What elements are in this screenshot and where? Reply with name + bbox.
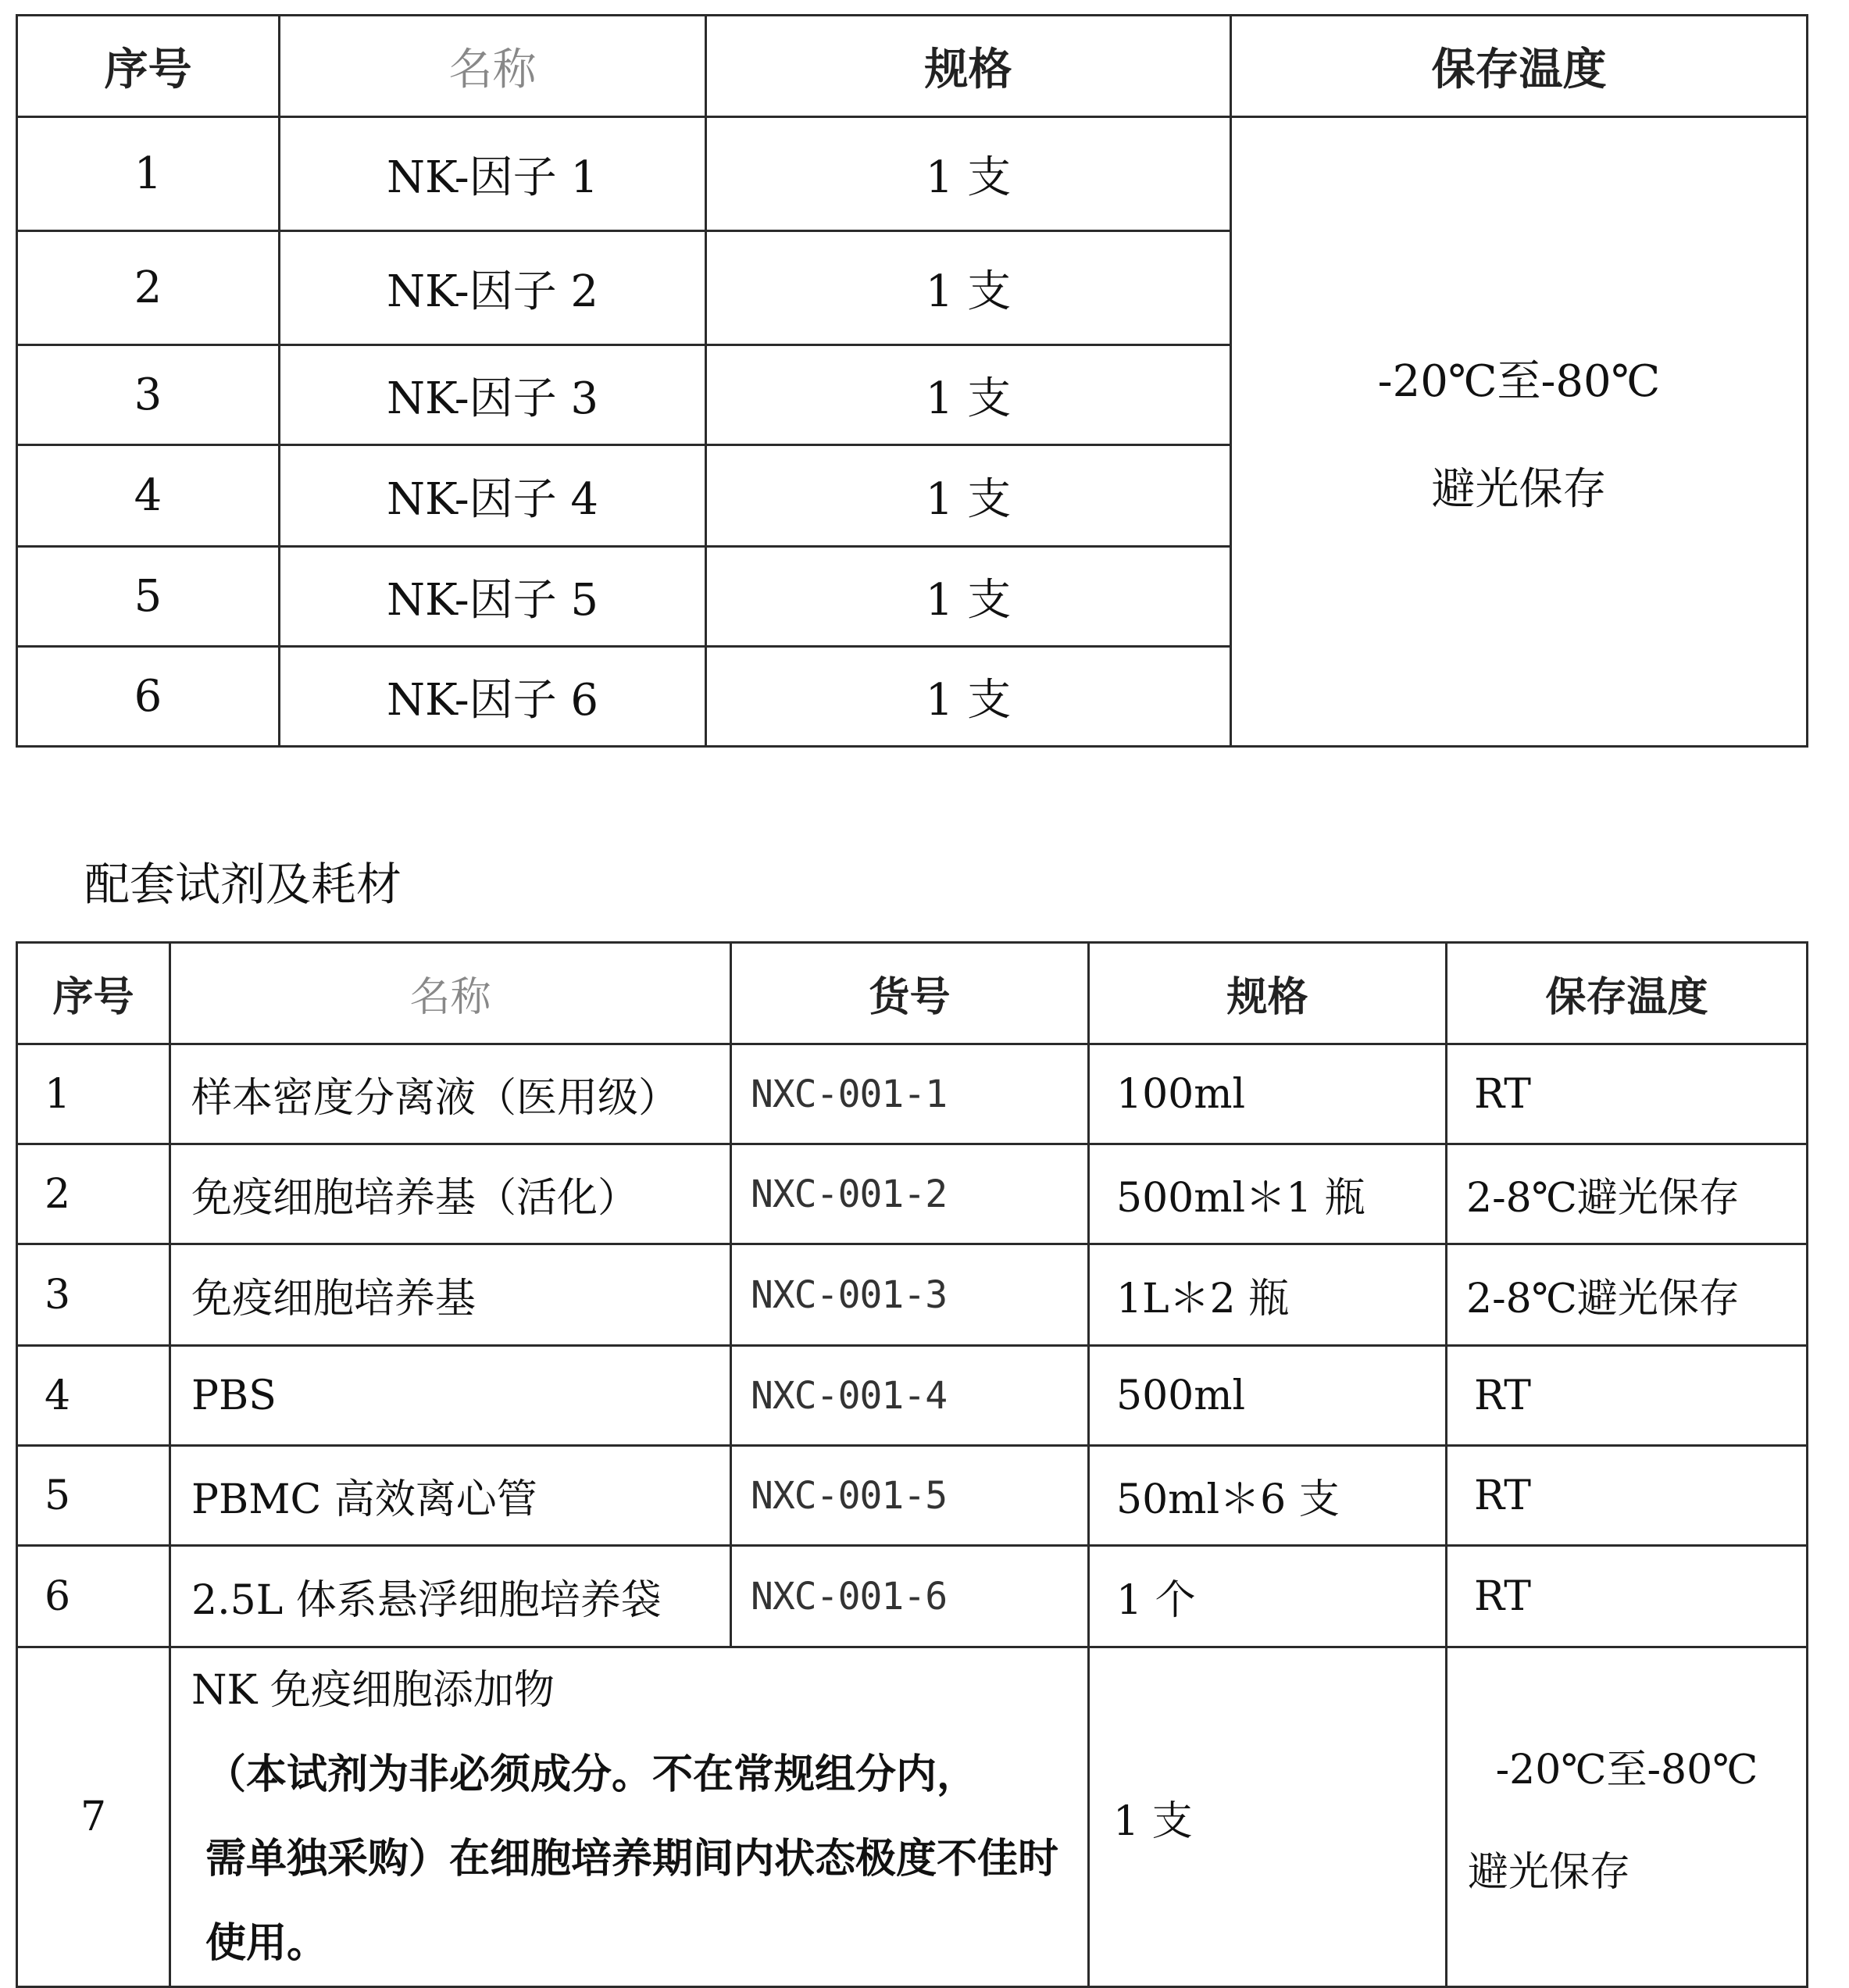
row-code: NXC-001-5	[731, 1446, 1089, 1546]
header-code: 货号	[731, 943, 1089, 1044]
row-name: 样本密度分离液（医用级）	[170, 1044, 731, 1144]
row-index: 5	[17, 1446, 170, 1546]
section-title: 配套试剂及耗材	[84, 858, 402, 911]
row-name: PBS	[170, 1346, 731, 1446]
reagents-table	[16, 941, 1808, 1988]
row-storage: RT	[1447, 1546, 1808, 1647]
header-index: 序号	[17, 943, 170, 1044]
supplement-name: NK 免疫细胞添加物	[191, 1667, 555, 1714]
header-spec: 规格	[1089, 943, 1447, 1044]
table-row	[17, 1346, 1808, 1446]
row-storage: RT	[1447, 1346, 1808, 1446]
header-index: 序号	[17, 16, 280, 117]
row-spec: 1 支	[706, 445, 1231, 547]
row-index: 6	[17, 647, 280, 747]
row-storage: 2-8℃避光保存	[1447, 1244, 1808, 1346]
table-row	[17, 1144, 1808, 1244]
header-spec: 规格	[706, 16, 1231, 117]
row-spec: 1 支	[1089, 1647, 1447, 1987]
row-spec: 50ml＊6 支	[1089, 1446, 1447, 1546]
row-storage	[1447, 1647, 1808, 1987]
storage-note: 避光保存	[1468, 1849, 1631, 1896]
row-name-note	[170, 1647, 1089, 1987]
row-spec: 500ml	[1089, 1346, 1447, 1446]
row-spec: 100ml	[1089, 1044, 1447, 1144]
row-storage: 2-8℃避光保存	[1447, 1144, 1808, 1244]
table-row-supplement	[17, 1647, 1808, 1987]
supplement-note-line2: 需单独采购）在细胞培养期间内状态极度不佳时使用。	[205, 1835, 1059, 1967]
row-spec: 1 支	[706, 231, 1231, 345]
row-index: 1	[17, 117, 280, 231]
row-name: NK-因子 4	[280, 445, 706, 547]
storage-temp: -20℃至-80℃	[1377, 355, 1661, 407]
storage-table	[16, 14, 1808, 748]
row-spec: 1 支	[706, 345, 1231, 445]
row-name: NK-因子 1	[280, 117, 706, 231]
storage-temp: -20℃至-80℃	[1495, 1747, 1758, 1793]
storage-note: 避光保存	[1431, 463, 1607, 515]
table-header-row	[17, 16, 1808, 117]
row-name: NK-因子 2	[280, 231, 706, 345]
row-spec: 1 支	[706, 547, 1231, 647]
header-storage: 保存温度	[1447, 943, 1808, 1044]
row-index: 4	[17, 445, 280, 547]
row-code: NXC-001-6	[731, 1546, 1089, 1647]
table-header-row	[17, 943, 1808, 1044]
row-index: 7	[17, 1647, 170, 1987]
row-index: 2	[17, 1144, 170, 1244]
row-code: NXC-001-3	[731, 1244, 1089, 1346]
row-storage: RT	[1447, 1446, 1808, 1546]
table-row	[17, 1546, 1808, 1647]
row-name: NK-因子 6	[280, 647, 706, 747]
header-name: 名称	[170, 943, 731, 1044]
row-index: 4	[17, 1346, 170, 1446]
row-code: NXC-001-4	[731, 1346, 1089, 1446]
storage-cell	[1231, 117, 1808, 747]
row-index: 2	[17, 231, 280, 345]
table-row	[17, 1446, 1808, 1546]
row-name: NK-因子 3	[280, 345, 706, 445]
row-spec: 1 支	[706, 647, 1231, 747]
row-name: 免疫细胞培养基	[170, 1244, 731, 1346]
row-index: 1	[17, 1044, 170, 1144]
row-name: PBMC 高效离心管	[170, 1446, 731, 1546]
row-name: NK-因子 5	[280, 547, 706, 647]
row-index: 6	[17, 1546, 170, 1647]
table-row	[17, 117, 1808, 231]
row-name: 免疫细胞培养基（活化）	[170, 1144, 731, 1244]
table-row	[17, 1244, 1808, 1346]
row-spec: 1 个	[1089, 1546, 1447, 1647]
header-storage: 保存温度	[1231, 16, 1808, 117]
row-index: 3	[17, 345, 280, 445]
row-code: NXC-001-1	[731, 1044, 1089, 1144]
row-index: 5	[17, 547, 280, 647]
row-storage: RT	[1447, 1044, 1808, 1144]
row-spec: 1 支	[706, 117, 1231, 231]
row-code: NXC-001-2	[731, 1144, 1089, 1244]
row-spec: 500ml＊1 瓶	[1089, 1144, 1447, 1244]
row-spec: 1L＊2 瓶	[1089, 1244, 1447, 1346]
row-name: 2.5L 体系悬浮细胞培养袋	[170, 1546, 731, 1647]
row-index: 3	[17, 1244, 170, 1346]
table-row	[17, 1044, 1808, 1144]
header-name: 名称	[280, 16, 706, 117]
supplement-note-line1: （本试剂为非必须成分。不在常规组分内，	[205, 1751, 978, 1798]
